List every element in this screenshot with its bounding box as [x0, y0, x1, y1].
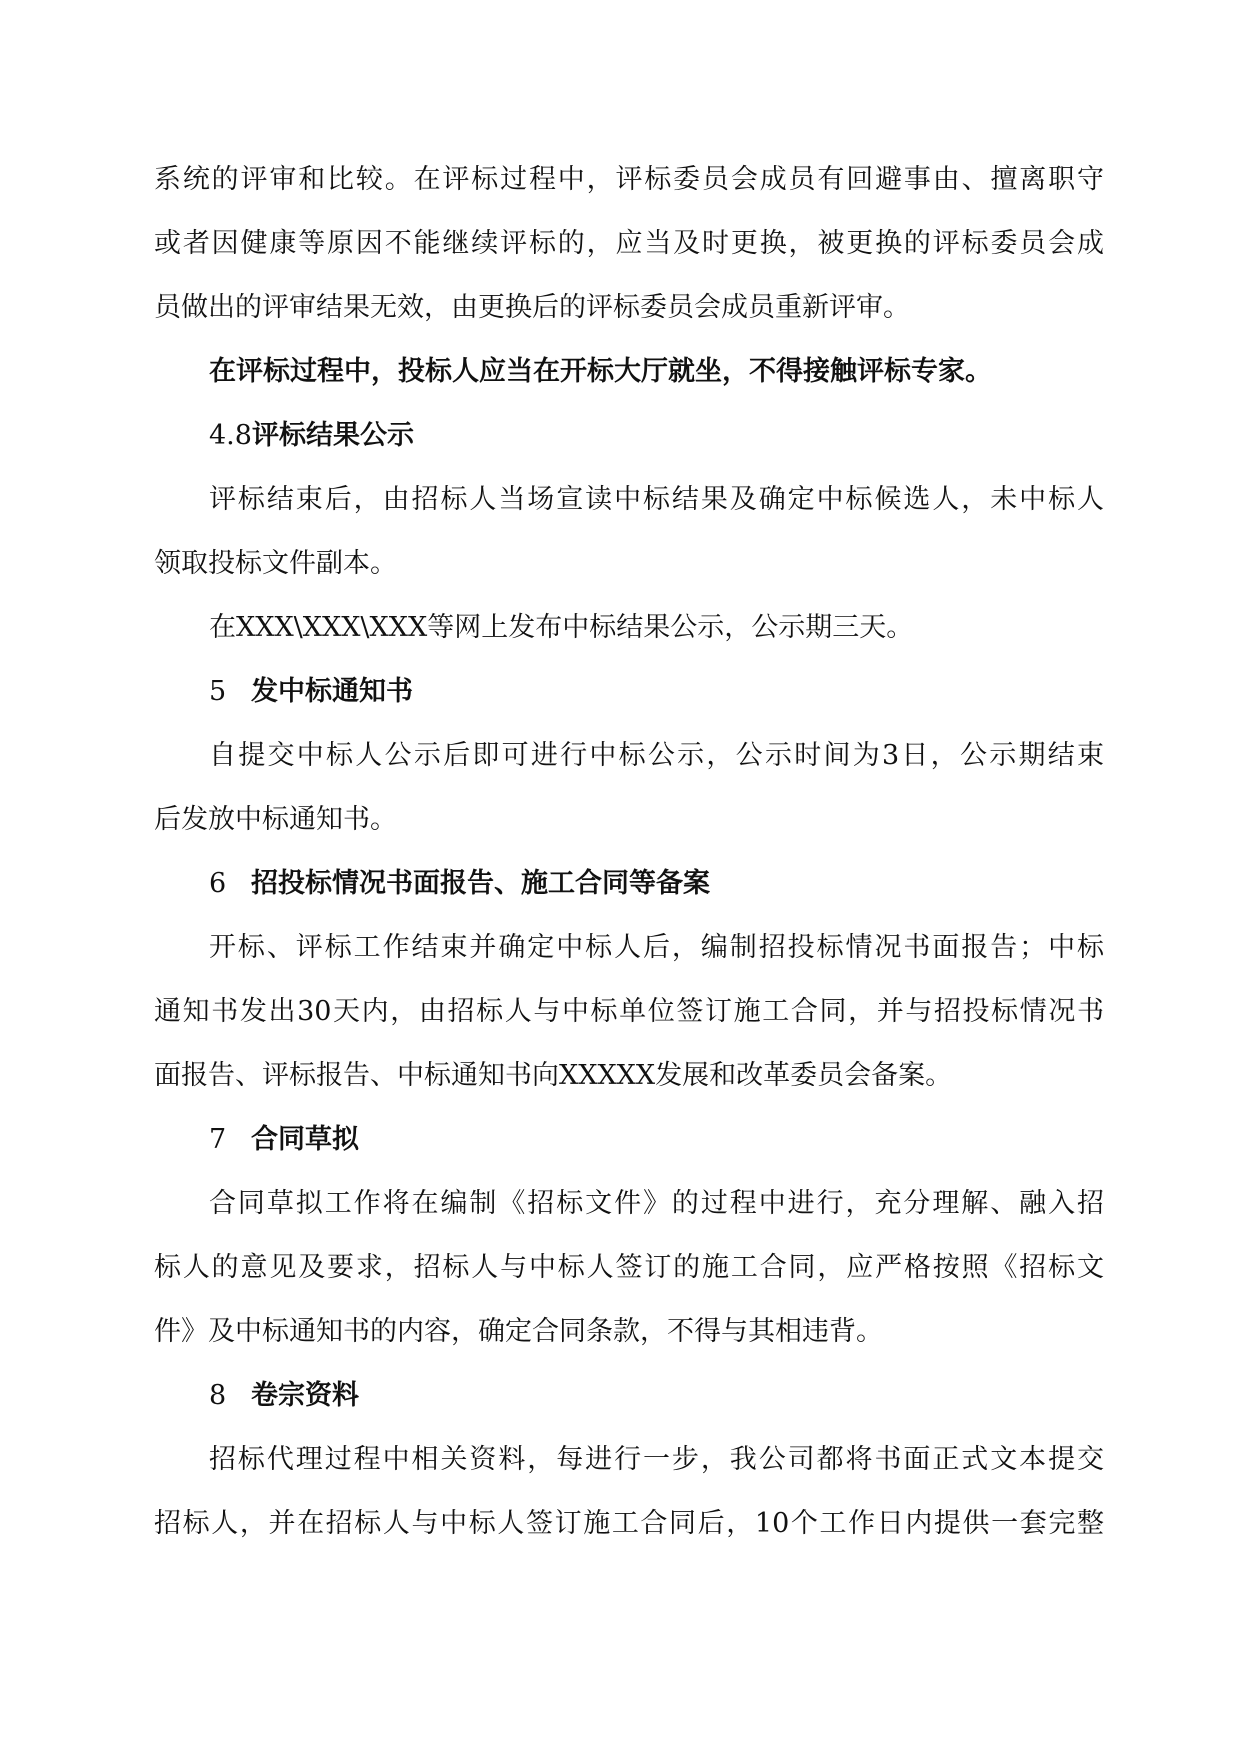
section-heading [209, 418, 1104, 454]
section-title: 发中标通知书 [251, 676, 413, 707]
section-heading [209, 1122, 1104, 1158]
paragraph-line: 面报告、评标报告、中标通知书向XXXXX发展和改革委员会备案。 [154, 1060, 953, 1091]
paragraph-line: 招标人，并在招标人与中标人签订施工合同后，10个工作日内提供一套完整 [154, 1508, 1104, 1539]
section-number: 4.8 [209, 420, 252, 451]
bold-notice: 在评标过程中，投标人应当在开标大厅就坐，不得接触评标专家。 [209, 356, 992, 387]
section-number: 6 [209, 868, 227, 899]
section-title: 卷宗资料 [251, 1380, 359, 1411]
section-title: 评标结果公示 [251, 420, 414, 451]
section-heading [209, 1378, 1104, 1414]
paragraph-line: 合同草拟工作将在编制《招标文件》的过程中进行，充分理解、融入招 [209, 1188, 1104, 1219]
paragraph-line: 件》及中标通知书的内容，确定合同条款，不得与其相违背。 [154, 1316, 883, 1347]
paragraph-line: 后发放中标通知书。 [154, 804, 397, 835]
paragraph-line: 系统的评审和比较。在评标过程中，评标委员会成员有回避事由、擅离职守 [154, 164, 1104, 195]
paragraph-line: 领取投标文件副本。 [154, 548, 397, 579]
paragraph-line: 员做出的评审结果无效，由更换后的评标委员会成员重新评审。 [154, 292, 910, 323]
paragraph-line: 标人的意见及要求，招标人与中标人签订的施工合同，应严格按照《招标文 [154, 1252, 1104, 1283]
section-title: 合同草拟 [251, 1124, 359, 1155]
section-heading [209, 674, 1104, 710]
section-number: 7 [209, 1124, 227, 1155]
section-number: 5 [209, 676, 227, 707]
paragraph-line: 通知书发出30天内，由招标人与中标单位签订施工合同，并与招投标情况书 [154, 996, 1104, 1027]
section-number: 8 [209, 1380, 227, 1411]
section-heading [209, 866, 1104, 902]
paragraph-line: 在XXX\XXX\XXX等网上发布中标结果公示，公示期三天。 [209, 612, 914, 643]
paragraph-line: 招标代理过程中相关资料，每进行一步，我公司都将书面正式文本提交 [209, 1444, 1104, 1475]
paragraph-line: 或者因健康等原因不能继续评标的，应当及时更换，被更换的评标委员会成 [154, 228, 1104, 259]
section-title: 招投标情况书面报告、施工合同等备案 [251, 868, 710, 899]
paragraph-line: 开标、评标工作结束并确定中标人后，编制招投标情况书面报告；中标 [209, 932, 1104, 963]
paragraph-line: 自提交中标人公示后即可进行中标公示，公示时间为3日，公示期结束 [209, 740, 1104, 771]
paragraph-line: 评标结束后，由招标人当场宣读中标结果及确定中标候选人，未中标人 [209, 484, 1104, 515]
